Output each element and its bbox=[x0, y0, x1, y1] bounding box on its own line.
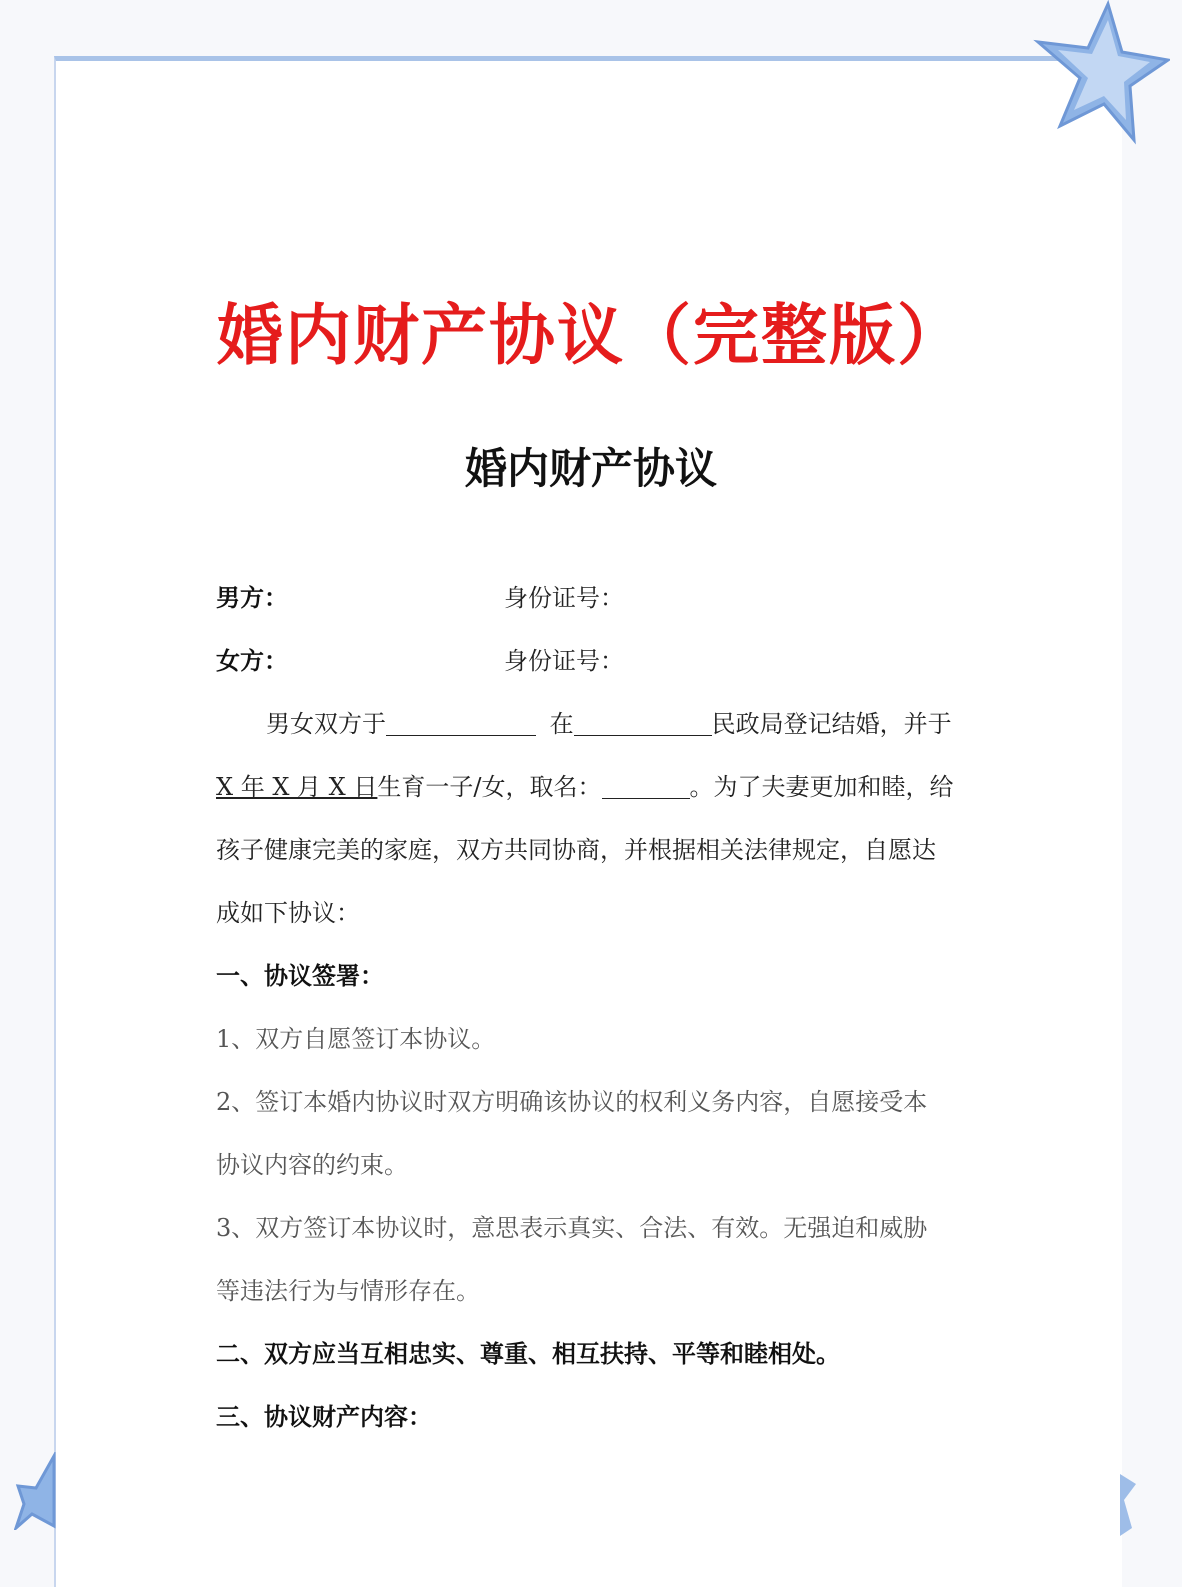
preamble-text: 在 bbox=[549, 710, 574, 738]
marriage-date-blank bbox=[386, 709, 536, 736]
section-1-item-2: 2、签订本婚内协议时双方明确该协议的权利义务内容，自愿接受本 bbox=[216, 1088, 928, 1116]
preamble-line-2 bbox=[216, 767, 954, 802]
male-party-row bbox=[216, 578, 288, 613]
civil-bureau-blank bbox=[574, 709, 712, 736]
preamble-line-1 bbox=[266, 704, 952, 739]
star-icon-top-right bbox=[1030, 0, 1170, 145]
preamble-text: 男女双方于 bbox=[266, 710, 386, 738]
male-id-label: 身份证号： bbox=[504, 584, 624, 612]
preamble-text: 生育一子/女，取名： bbox=[377, 773, 602, 801]
female-id-row bbox=[504, 641, 624, 676]
section-1-item-2-cont: 协议内容的约束。 bbox=[216, 1151, 408, 1179]
preamble-text: 。为了夫妻更加和睦，给 bbox=[689, 773, 954, 801]
female-label: 女方： bbox=[216, 647, 288, 675]
section-1-heading: 一、协议签署： bbox=[216, 962, 384, 990]
male-label: 男方： bbox=[216, 584, 288, 612]
preamble-text: 民政局登记结婚，并于 bbox=[711, 710, 952, 738]
section-1-item-1: 1、双方自愿签订本协议。 bbox=[216, 1025, 496, 1053]
birth-date: X 年 X 月 X 日 bbox=[216, 773, 378, 801]
preamble-line-3: 孩子健康完美的家庭，双方共同协商，并根据相关法律规定，自愿达 bbox=[216, 836, 936, 864]
document-main-title: 婚内财产协议（完整版） bbox=[217, 297, 965, 374]
section-3-heading: 三、协议财产内容： bbox=[216, 1403, 432, 1431]
female-id-label: 身份证号： bbox=[504, 647, 624, 675]
section-1-item-3-cont: 等违法行为与情形存在。 bbox=[216, 1277, 480, 1305]
female-party-row bbox=[216, 641, 288, 676]
star-icon-bottom-right bbox=[1118, 1470, 1140, 1540]
preamble-line-4: 成如下协议： bbox=[216, 899, 360, 927]
section-1-item-3: 3、双方签订本协议时，意思表示真实、合法、有效。无强迫和威胁 bbox=[216, 1214, 928, 1242]
star-icon-bottom-left bbox=[14, 1452, 60, 1530]
child-name-blank bbox=[602, 772, 690, 799]
agreement-title: 婚内财产协议 bbox=[464, 444, 717, 493]
section-2-heading: 二、双方应当互相忠实、尊重、相互扶持、平等和睦相处。 bbox=[216, 1340, 840, 1368]
male-id-row bbox=[504, 578, 624, 613]
